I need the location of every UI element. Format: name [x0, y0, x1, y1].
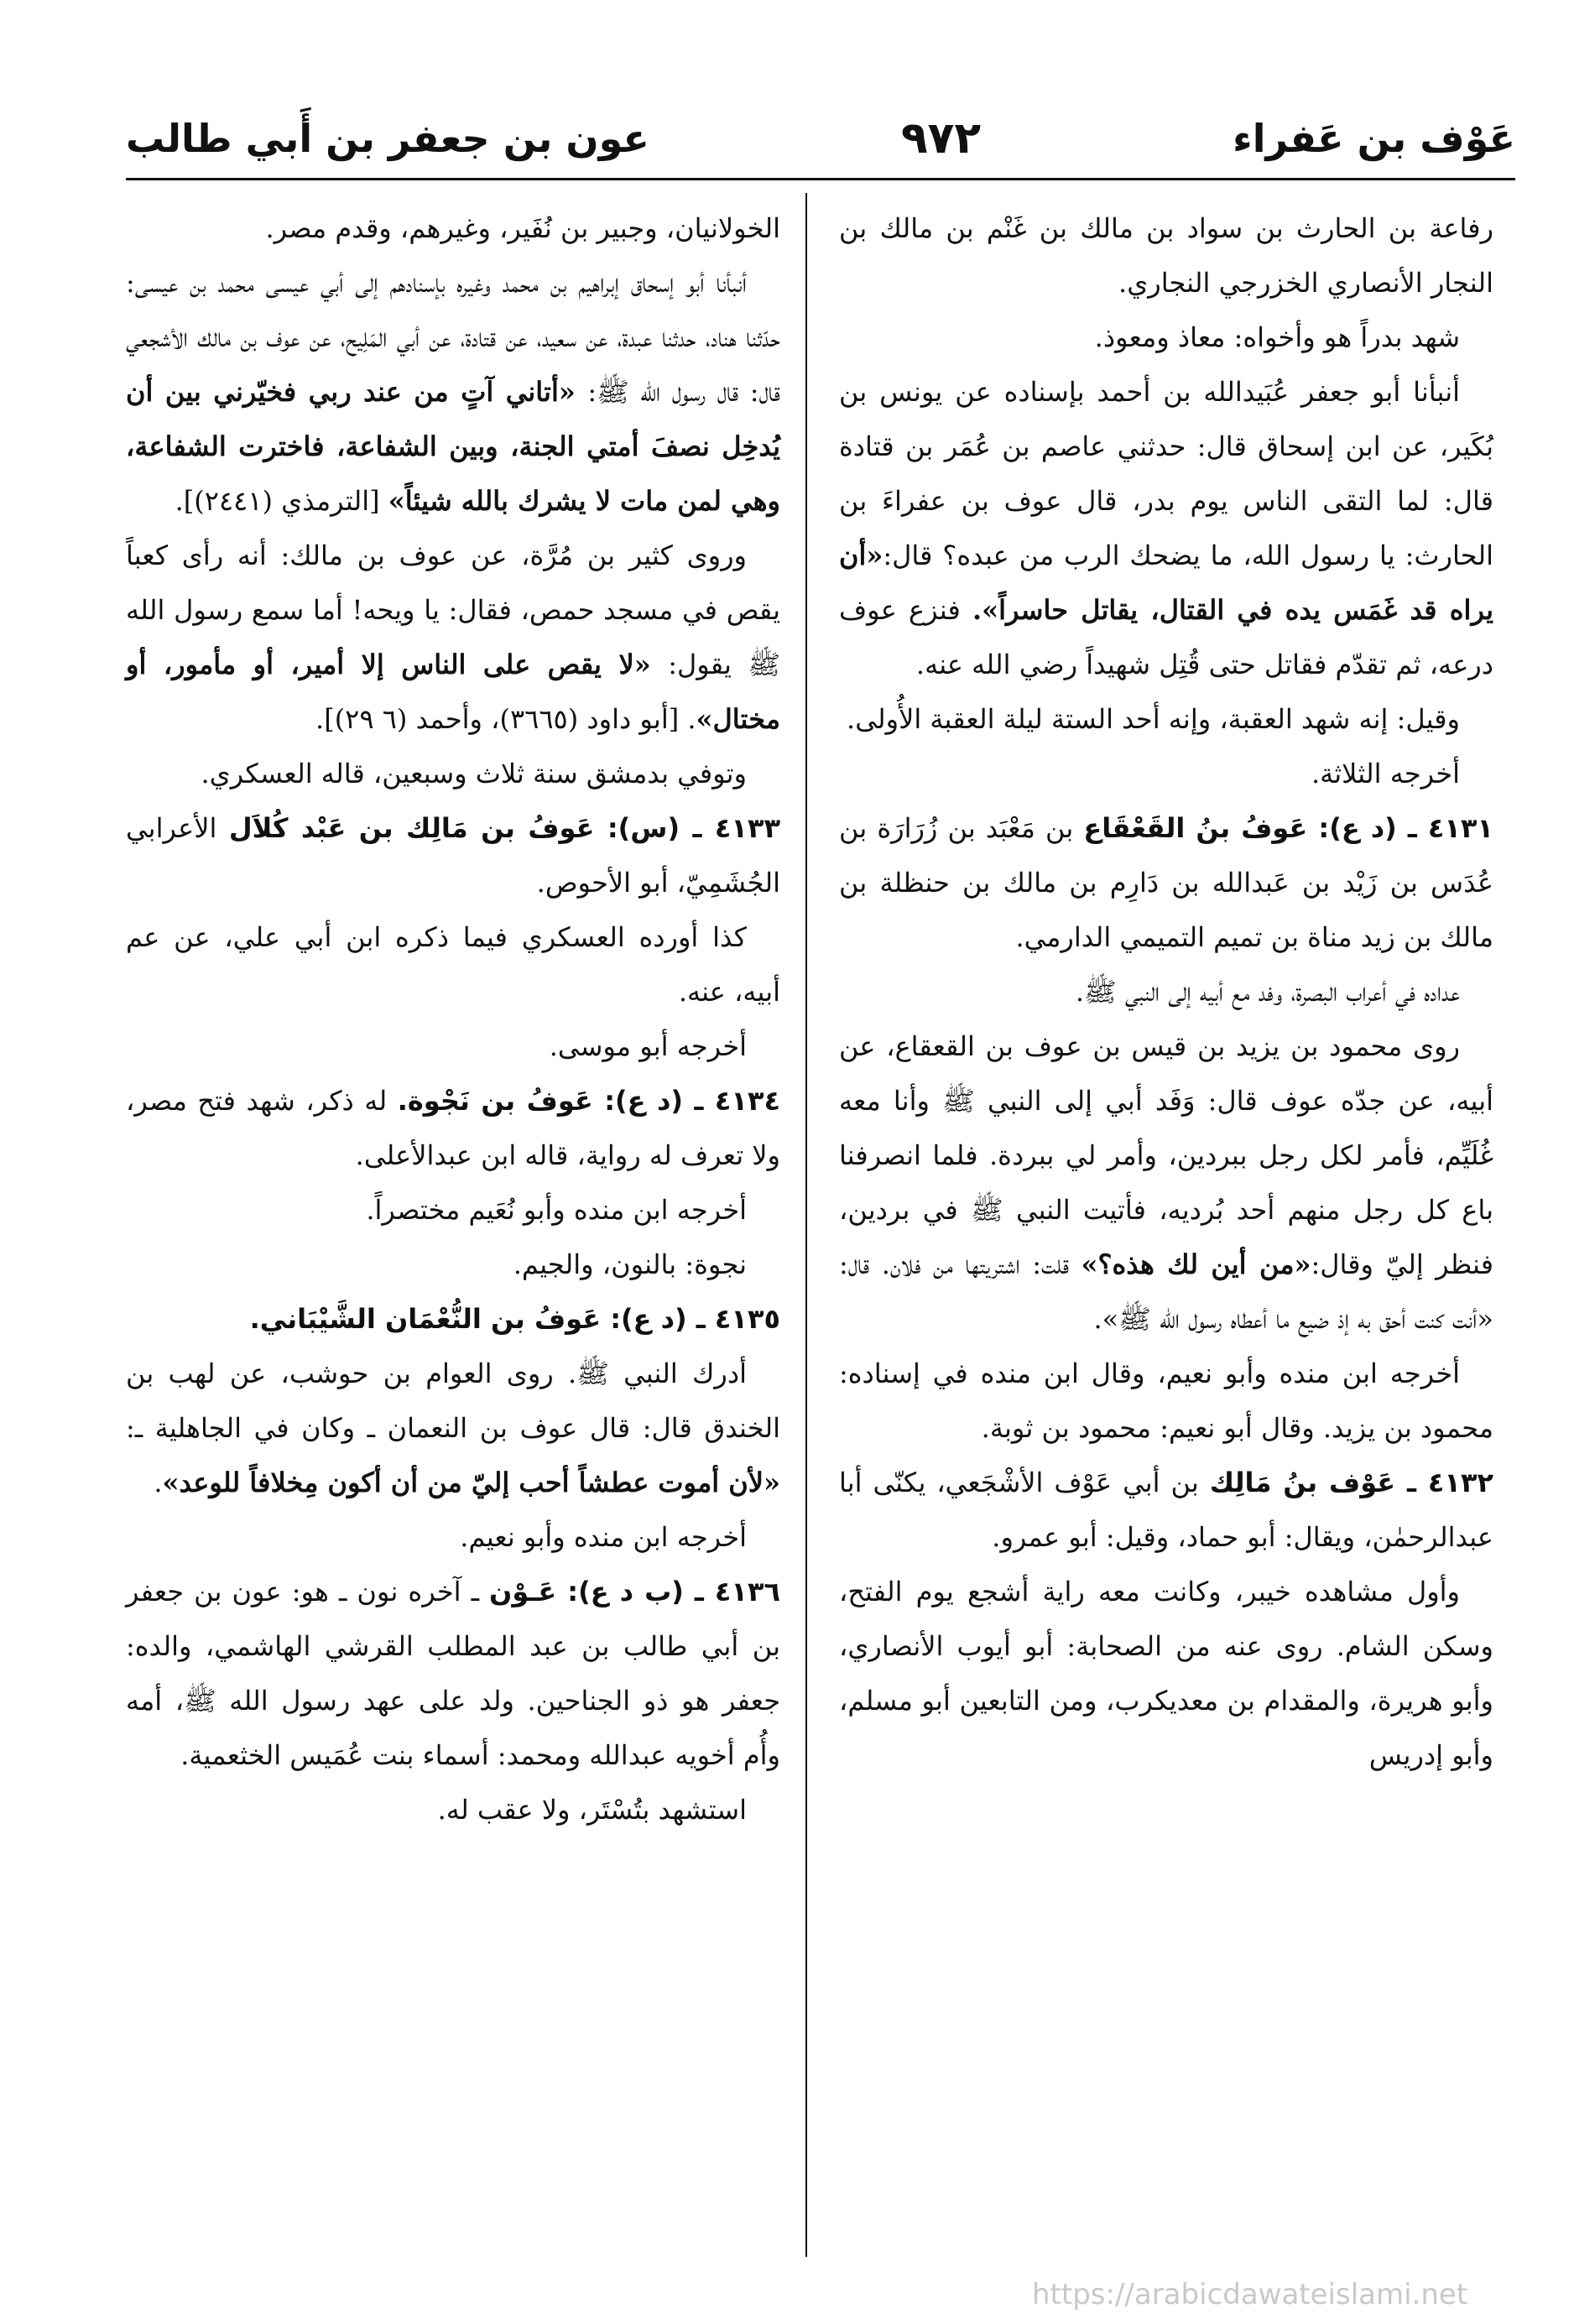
- paragraph: [839, 692, 1493, 747]
- paragraph: [126, 1783, 780, 1837]
- paragraph-text: كذا أورده العسكري فيما ذكره ابن أبي علي، عن عم أبيه، عنه.: [126, 921, 780, 1008]
- hadith-quote: «لأن أموت عطشاً أحب إليّ من أن أكون مِخلافاً للوعد»: [162, 1467, 780, 1498]
- paragraph-text: أخرجه الثلاثة.: [1311, 758, 1460, 789]
- paragraph: [839, 965, 1493, 1019]
- paragraph: [126, 801, 780, 910]
- entry-heading: ٤١٣٥ ـ (د ع): عَوفُ بن النُّعْمَان الشَّيْبَاني.: [249, 1303, 780, 1335]
- running-title-right: عَوْف بن عَفراء: [1233, 116, 1515, 161]
- paragraph-text: وأول مشاهده خيبر، وكانت معه راية أشجع يوم الفتح، وسكن الشام. روى عنه من الصحابة: أبو أيوب الأنصاري، وأبو هريرة، والمقدام بن معديكرب، ومن التابعين أبو مسلم، وأبو إدريس: [839, 1576, 1493, 1771]
- paragraph-text: ـ آخره نون ـ هو: عون بن جعفر بن أبي طالب بن عبد المطلب القرشي الهاشمي، والده: جعفر هو ذو الجناحين. ولد على عهد رسول الله ﷺ، أمه وأُم أخويه عبدالله ومحمد: أسماء بنت عُمَيس الخثعمية.: [126, 1576, 780, 1771]
- paragraph: [839, 201, 1493, 310]
- hadith-quote: «لا يقص على الناس إلا أمير، أو مأمور، أو مختال»: [126, 649, 780, 735]
- paragraph-text: أخرجه ابن منده وأبو نعيم.: [460, 1521, 747, 1553]
- paragraph: [126, 201, 780, 256]
- paragraph-text: روى محمود بن يزيد بن قيس بن عوف بن القعقاع، عن أبيه، عن جدّه عوف قال: وَفَد أبي إلى النبي ﷺ وأنا معه غُلَيِّم، فأمر لكل رجل ببردين، وأمر لي ببردة. فلما انصرفنا باع كل رجل منهم أحد بُرديه، فأتيت النبي ﷺ في بردين، فنظر إليّ وقال:: [839, 1030, 1493, 1280]
- source-watermark[interactable]: https://arabicdawateislami.net: [1032, 2278, 1468, 2311]
- paragraph: [126, 1183, 780, 1238]
- paragraph-tail: .: [154, 1467, 163, 1498]
- entry-heading: ٤١٣٢ ـ عَوْف بنُ مَالِك: [1209, 1467, 1494, 1498]
- paragraph: [126, 747, 780, 801]
- paragraph-text: وتوفي بدمشق سنة ثلاث وسبعين، قاله العسكري.: [201, 758, 747, 789]
- entry-heading: ٤١٣٤ ـ (د ع): عَوفُ بن نَجْوة.: [397, 1085, 781, 1117]
- paragraph: [126, 910, 780, 1019]
- paragraph-text: له ذكر، شهد فتح مصر، ولا تعرف له رواية، قاله ابن عبدالأعلى.: [126, 1085, 780, 1171]
- paragraph: [126, 1565, 780, 1783]
- paragraph-text: استشهد بتُسْتَر، ولا عقب له.: [437, 1794, 747, 1826]
- paragraph: [126, 1347, 780, 1510]
- paragraph: [839, 1347, 1493, 1456]
- hadith-quote: «من أين لك هذه؟»: [1081, 1248, 1311, 1280]
- paragraph-text: عداده في أعراب البصرة، وفد مع أبيه إلى النبي ﷺ.: [1075, 976, 1460, 1008]
- paragraph: [839, 1456, 1493, 1565]
- hadith-quote: «أن يراه قد غَمَس يده في القتال، يقاتل حاسراً».: [839, 539, 1493, 626]
- paragraph-text: بن أبي عَوْف الأشْجَعي، يكنّى أبا عبدالرحمٰن، ويقال: أبو حماد، وقيل: أبو عمرو.: [839, 1467, 1493, 1553]
- paragraph: [126, 1019, 780, 1074]
- paragraph-tail: [الترمذي (٢٤٤١)].: [175, 485, 388, 517]
- paragraph-text: بن مَعْبَد بن زُرَارَة بن عُدَس بن زَيْد بن عَبدالله بن دَارِم بن مالك بن حنظلة بن مالك بن زيد مناة بن تميم التميمي الدارمي.: [839, 812, 1493, 953]
- paragraph: [839, 747, 1493, 801]
- entry-heading: ٤١٣٣ ـ (س): عَوفُ بن مَالِك بن عَبْد كُلاَل: [228, 812, 781, 844]
- hadith-quote: «أتاني آتٍ من عند ربي فخيّرني بين أن يُدخِل نصفَ أمتي الجنة، وبين الشفاعة، فاخترت الشفاعة، وهي لمن مات لا يشرك بالله شيئاً»: [126, 376, 781, 517]
- paragraph-text: شهد بدراً هو وأخواه: معاذ ومعوذ.: [1094, 321, 1460, 353]
- paragraph-text: وروى كثير بن مُرَّة، عن عوف بن مالك: أنه رأى كعباً يقص في مسجد حمص، فقال: يا ويحه! أما سمع رسول الله ﷺ يقول:: [126, 539, 781, 680]
- paragraph-text: نجوة: بالنون، والجيم.: [513, 1248, 747, 1280]
- paragraph: [839, 310, 1493, 365]
- header-rule: [126, 178, 1515, 180]
- paragraph: [126, 1292, 780, 1347]
- paragraph: [839, 1565, 1493, 1783]
- paragraph-text: أدرك النبي ﷺ. روى العوام بن حوشب، عن لهب بن الخندق قال: قال عوف بن النعمان ـ وكان في الجاهلية ـ:: [126, 1357, 780, 1444]
- paragraph-text: أخرجه ابن منده وأبو نعيم، وقال ابن منده في إسناده: محمود بن يزيد. وقال أبو نعيم: محمود بن ثوبة.: [839, 1357, 1493, 1444]
- entry-heading: ٤١٣١ ـ (د ع): عَوفُ بنُ القَعْقَاع: [1083, 812, 1494, 844]
- paragraph-text: أنبأنا أبو جعفر عُبَيدالله بن أحمد بإسناده عن يونس بن بُكَير، عن ابن إسحاق قال: حدثني عاصم بن عُمَر بن قتادة قال: لما التقى الناس يوم بدر، قال عوف بن عفراءَ بن الحارث: يا رسول الله، ما يضحك الرب من عبده؟ قال:: [839, 376, 1493, 571]
- paragraph-text: الأعرابي الجُشَمِيّ، أبو الأحوص.: [126, 812, 780, 899]
- paragraph: [839, 801, 1493, 965]
- paragraph-tail: قلت: اشتريتها من فلان. قال: «أنت كنت أحق به إذ ضيع ما أعطاه رسول الله ﷺ».: [839, 1248, 1493, 1335]
- paragraph: [126, 256, 780, 529]
- paragraph-tail: فنزع عوف درعه، ثم تقدّم فقاتل حتى قُتِل شهيداً رضي الله عنه.: [839, 594, 1493, 680]
- paragraph-text: أخرجه أبو موسى.: [549, 1030, 747, 1062]
- paragraph-text: وقيل: إنه شهد العقبة، وإنه أحد الستة ليلة العقبة الأُولى.: [847, 703, 1460, 735]
- paragraph: [126, 1510, 780, 1565]
- paragraph-text: رفاعة بن الحارث بن سواد بن مالك بن غَنْم بن مالك بن النجار الأنصاري الخزرجي النجاري.: [839, 212, 1493, 299]
- paragraph-text: الخولانيان، وجبير بن نُفَير، وغيرهم، وقدم مصر.: [265, 212, 780, 244]
- running-title-left: عون بن جعفر بن أَبي طالب: [126, 116, 649, 161]
- right-column: [839, 201, 1493, 1783]
- column-divider: [805, 193, 807, 2257]
- paragraph-text: أنبأنا أبو إسحاق إبراهيم بن محمد وغيره بإسنادهم إلى أبي عيسى محمد بن عيسى: حدّثنا هناد، حدثنا عبدة، عن سعيد، عن قتادة، عن أبي المَلِيح، عن عوف بن مالك الأشجعي قال: قال رسول الله ﷺ:: [126, 267, 781, 408]
- entry-heading: ٤١٣٦ ـ (ب د ع): عَـوْن: [489, 1576, 780, 1608]
- page-header: [126, 101, 1515, 176]
- paragraph: [839, 1019, 1493, 1347]
- left-column: [126, 201, 780, 1837]
- page-number: ٩٧٢: [900, 113, 982, 164]
- paragraph: [839, 365, 1493, 692]
- paragraph-text: أخرجه ابن منده وأبو نُعَيم مختصراً.: [366, 1194, 747, 1226]
- paragraph: [126, 1074, 780, 1183]
- paragraph: [126, 1238, 780, 1292]
- paragraph: [126, 529, 780, 747]
- paragraph-tail: . [أبو داود (٣٦٦٥)، وأحمد (٦ ٢٩)].: [315, 703, 696, 735]
